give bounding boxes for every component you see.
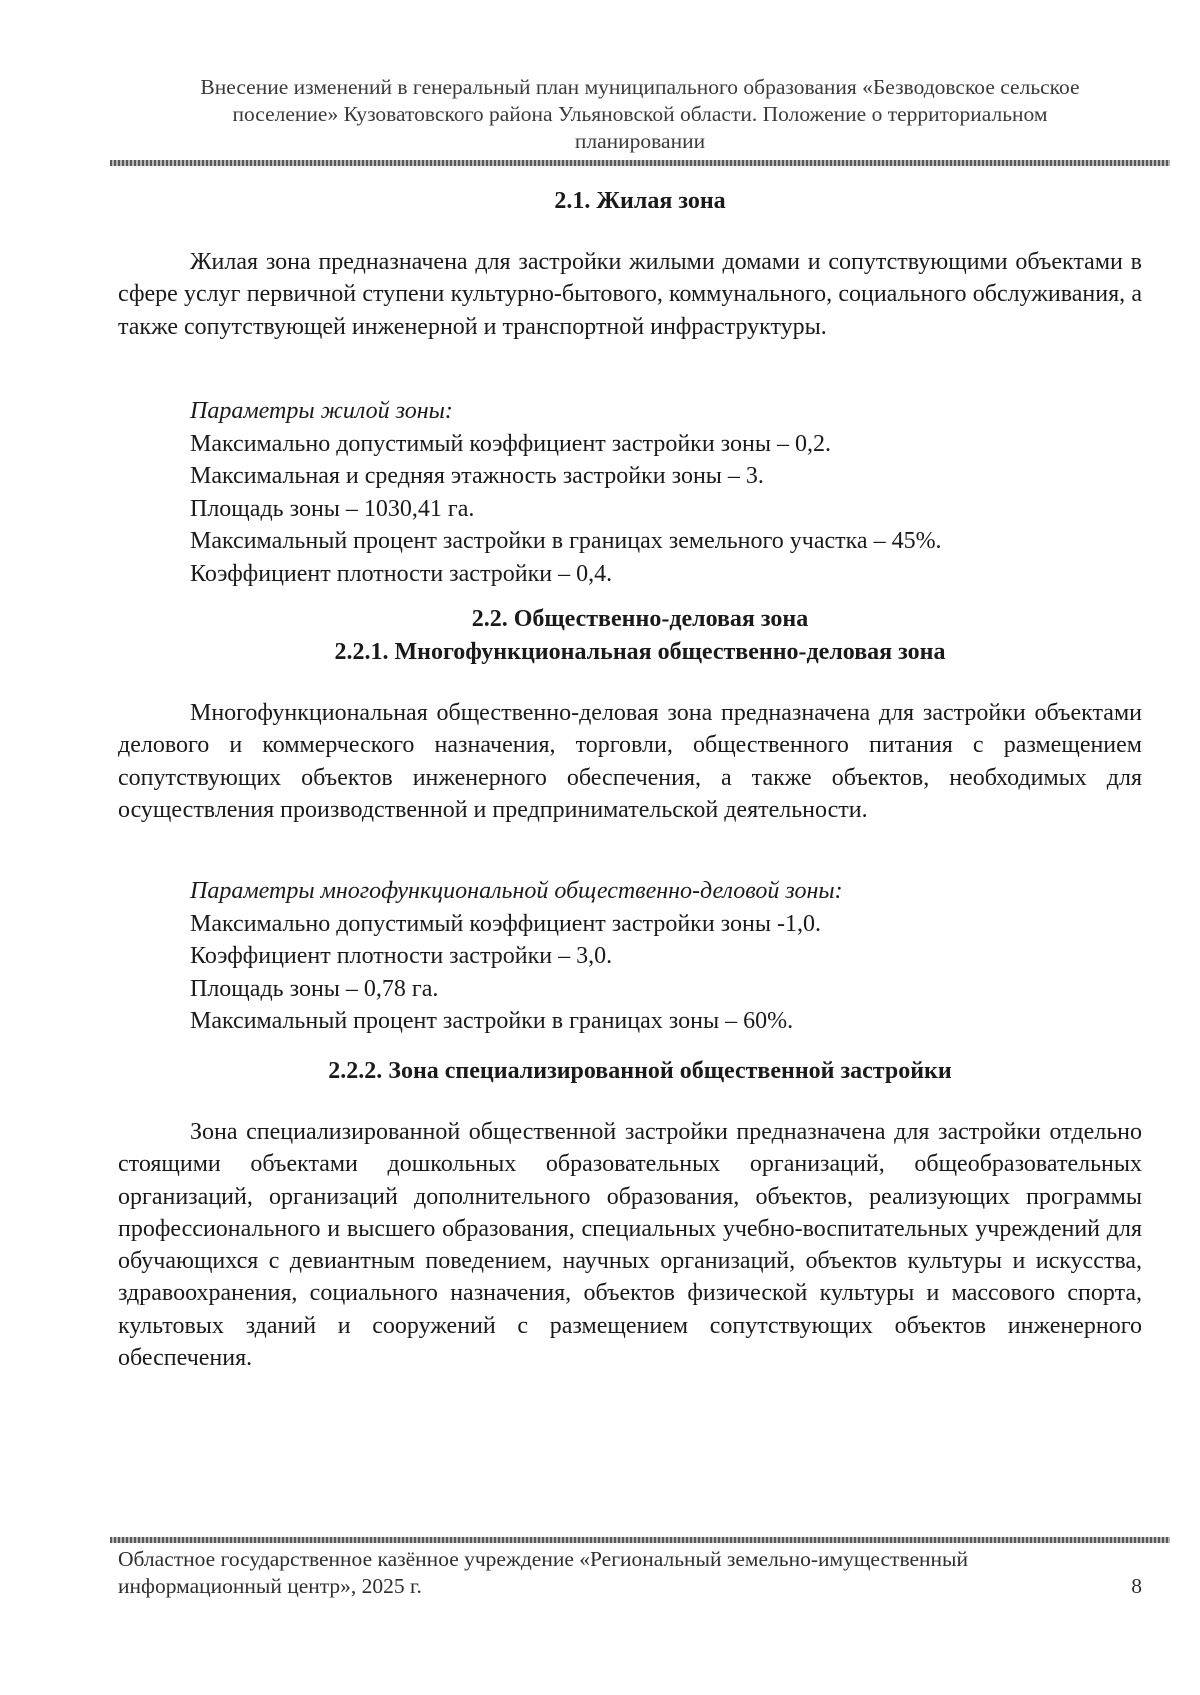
- section-2-2-2-paragraph: [118, 1116, 1142, 1374]
- param-line: Максимальный процент застройки в границах зоны – 60%.: [190, 1008, 794, 1034]
- footer-divider: [110, 1537, 1170, 1543]
- params-title: Параметры многофункциональной общественно-деловой зоны:: [190, 878, 843, 904]
- footer-line-2: информационный центр», 2025 г.: [118, 1574, 422, 1598]
- param-line: Максимальная и средняя этажность застройки зоны – 3.: [190, 463, 764, 489]
- section-2-2-2-text: Зона специализированной общественной застройки предназначена для застройки отдельно стоящими объектами дошкольных образовательных организаций, общеобразовательных организаций, организаций дополнительного образования, объектов, реализующих программы профессионального и высшего образования, специальных учебно-воспитательных учреждений для обучающихся с девиантным поведением, научных организаций, объектов культуры и искусства, здравоохранения, социального назначения, объектов физической культуры и массового спорта, культовых зданий и сооружений с размещением сопутствующих объектов инженерного обеспечения.: [118, 1119, 1142, 1372]
- page-footer: [118, 1546, 1142, 1600]
- param-line: Площадь зоны – 0,78 га.: [190, 975, 439, 1002]
- header-line-3: планировании: [574, 129, 706, 153]
- param-line: Коэффициент плотности застройки – 3,0.: [190, 943, 613, 969]
- section-2-1-paragraph: [118, 246, 1142, 343]
- param-line: Максимально допустимый коэффициент застройки зоны – 0,2.: [190, 430, 831, 457]
- param-line: Максимальный процент застройки в границах земельного участка – 45%.: [190, 528, 942, 554]
- page-number: 8: [1131, 1574, 1142, 1598]
- param-line: Площадь зоны – 1030,41 га.: [190, 495, 475, 522]
- section-2-1-heading: 2.1. Жилая зона: [554, 188, 726, 214]
- section-2-2-1-heading: 2.2.1. Многофункциональная общественно-деловая зона: [334, 639, 946, 665]
- footer-line-1: Областное государственное казённое учреждение «Региональный земельно-имущественный: [118, 1547, 968, 1571]
- section-2-2-1-params: [190, 875, 1150, 1038]
- page-header: [110, 74, 1170, 155]
- param-line: Коэффициент плотности застройки – 0,4.: [190, 560, 613, 587]
- header-line-2: поселение» Кузоватовского района Ульяновской области. Положение о территориальном: [232, 102, 1048, 126]
- section-2-1-params: [190, 395, 1150, 590]
- header-line-1: Внесение изменений в генеральный план муниципального образования «Безводовское сельское: [200, 75, 1080, 99]
- section-2-2-heading: 2.2. Общественно-деловая зона: [471, 606, 809, 632]
- section-2-2-2-heading: 2.2.2. Зона специализированной общественной застройки: [328, 1058, 952, 1084]
- params-title: Параметры жилой зоны:: [190, 398, 453, 424]
- section-2-2-1-paragraph: [118, 697, 1142, 826]
- param-line: Максимально допустимый коэффициент застройки зоны -1,0.: [190, 910, 821, 937]
- section-2-2-1-text: Многофункциональная общественно-деловая зона предназначена для застройки объектами делового и коммерческого назначения, торговли, общественного питания с размещением сопутствующих объектов инженерного обеспечения, а также объектов, необходимых для осуществления производственной и предпринимательской деятельности.: [118, 700, 1142, 823]
- header-divider: [110, 160, 1170, 166]
- footer-last-line: [118, 1573, 1142, 1600]
- section-2-1-text: Жилая зона предназначена для застройки жилыми домами и сопутствующими объектами в сфере услуг первичной ступени культурно-бытового, коммунального, социального обслуживания, а также сопутствующей инженерной и транспортной инфраструктуры.: [118, 249, 1142, 340]
